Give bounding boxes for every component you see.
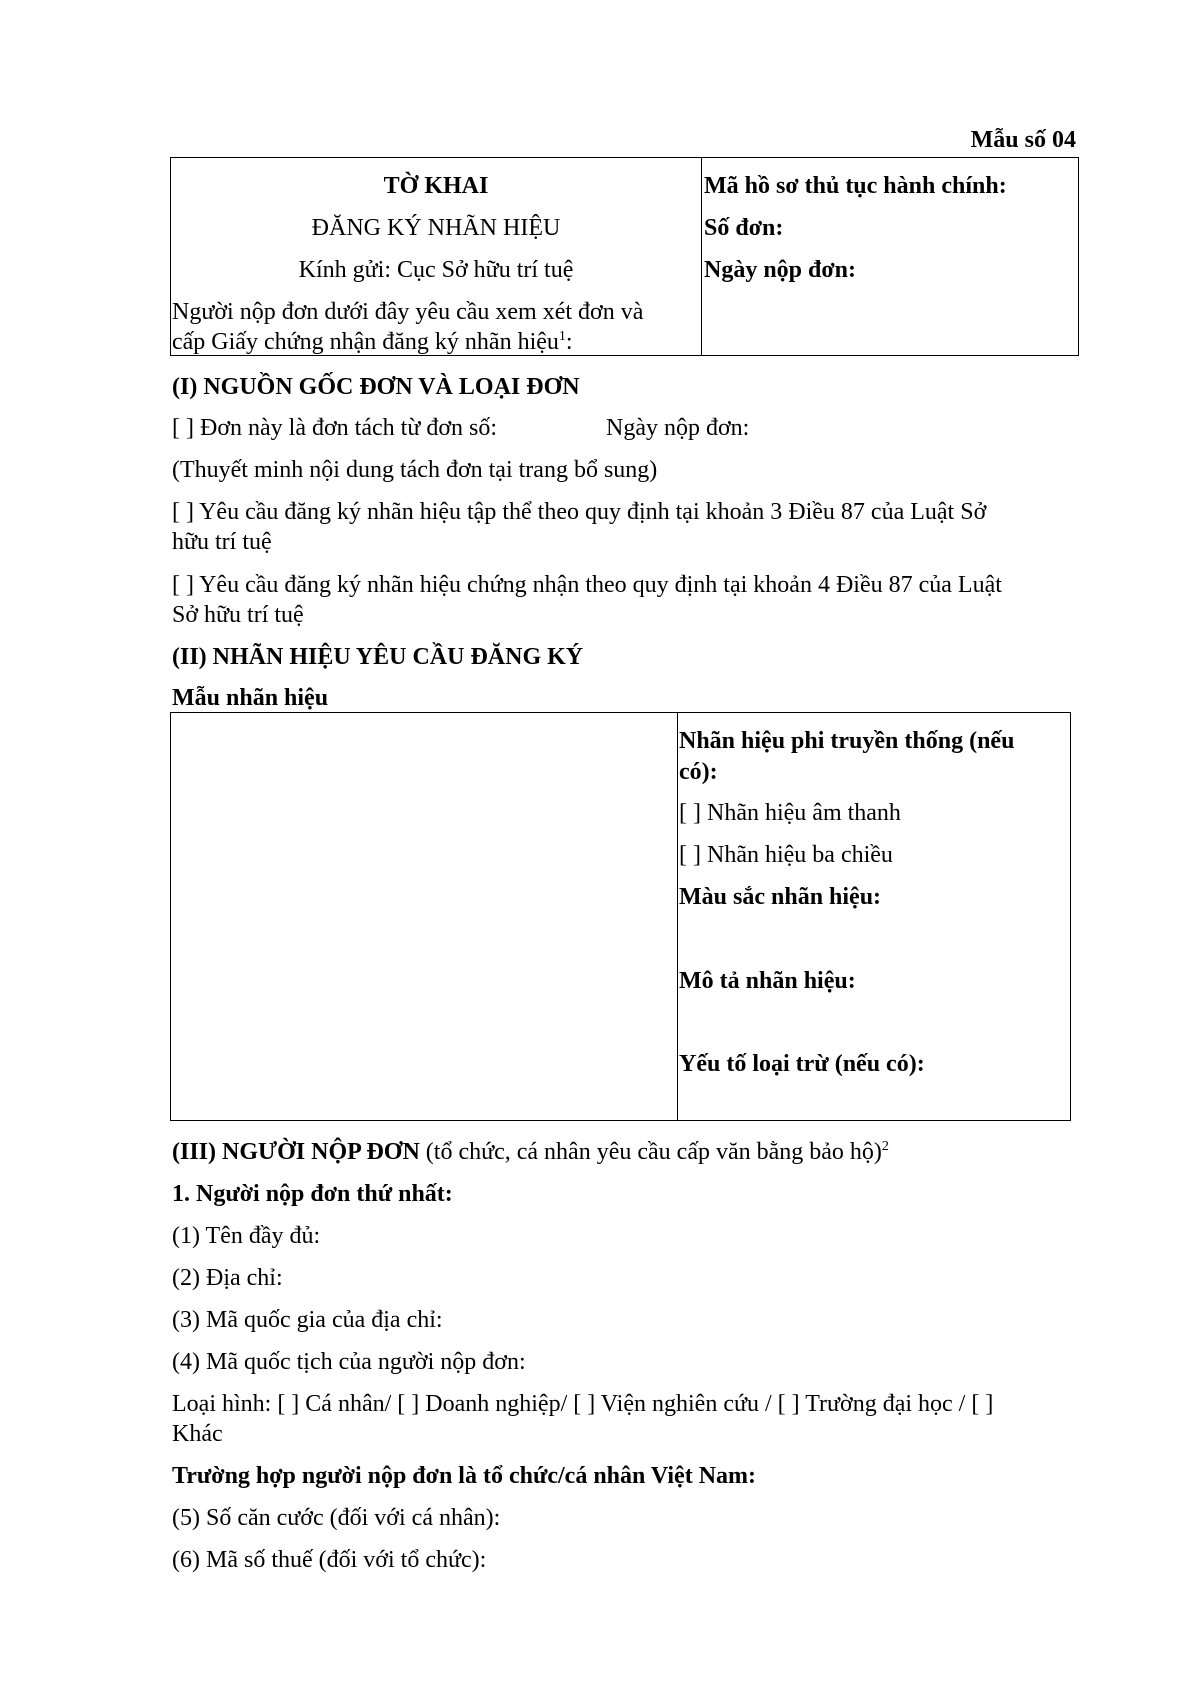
divisional-application-option: [ ] Đơn này là đơn tách từ đơn số:	[172, 415, 498, 441]
application-number-label: Số đơn:	[704, 215, 784, 241]
footnote-ref-1: 1	[558, 329, 566, 344]
section-3-heading: (III) NGƯỜI NỘP ĐƠN (tổ chức, cá nhân yêu cầu cấp văn bằng bảo hộ)$^2$	[172, 1139, 889, 1165]
header-divider	[701, 157, 702, 356]
collective-mark-option-cont: hữu trí tuệ	[172, 529, 272, 555]
collective-mark-option: [ ] Yêu cầu đăng ký nhãn hiệu tập thể theo quy định tại khoản 3 Điều 87 của Luật Sở	[172, 499, 987, 525]
first-applicant-heading: 1. Người nộp đơn thứ nhất:	[172, 1181, 453, 1207]
form-title: TỜ KHAI	[383, 173, 489, 199]
nontraditional-mark-label-cont: có):	[679, 759, 718, 785]
id-number-field: (5) Số căn cước (đối với cá nhân):	[172, 1505, 501, 1531]
vietnam-applicant-heading: Trường hợp người nộp đơn là tổ chức/cá nhân Việt Nam:	[172, 1463, 757, 1489]
certification-mark-option: [ ] Yêu cầu đăng ký nhãn hiệu chứng nhận theo quy định tại khoản 4 Điều 87 của Luật	[172, 572, 1002, 598]
filing-date-label: Ngày nộp đơn:	[704, 257, 857, 283]
mark-sample-label: Mẫu nhãn hiệu	[172, 685, 329, 711]
mark-colors-label: Màu sắc nhãn hiệu:	[679, 884, 882, 910]
three-dimensional-mark-option: [ ] Nhãn hiệu ba chiều	[679, 842, 893, 868]
applicant-type-options: Loại hình: [ ] Cá nhân/ [ ] Doanh nghiệp/ [ ] Viện nghiên cứu / [ ] Trường đại học / [ ]	[172, 1391, 994, 1417]
address-field: (2) Địa chỉ:	[172, 1265, 283, 1291]
request-line-1: Người nộp đơn dưới đây yêu cầu xem xét đơn và	[172, 299, 644, 325]
recipient-line: Kính gửi: Cục Sở hữu trí tuệ	[298, 257, 574, 283]
mark-sample-area	[172, 714, 675, 1119]
form-subtitle: ĐĂNG KÝ NHÃN HIỆU	[311, 215, 561, 241]
nationality-code-field: (4) Mã quốc tịch của người nộp đơn:	[172, 1349, 526, 1375]
section-2-heading: (II) NHÃN HIỆU YÊU CẦU ĐĂNG KÝ	[172, 644, 584, 670]
divisional-note: (Thuyết minh nội dung tách đơn tại trang bổ sung)	[172, 457, 658, 483]
applicant-type-options-cont: Khác	[172, 1421, 223, 1447]
form-number: Mẫu số 04	[970, 127, 1076, 153]
tax-code-field: (6) Mã số thuế (đối với tổ chức):	[172, 1547, 487, 1573]
nontraditional-mark-label: Nhãn hiệu phi truyền thống (nếu	[679, 728, 1015, 754]
sound-mark-option: [ ] Nhãn hiệu âm thanh	[679, 800, 901, 826]
procedure-code-label: Mã hồ sơ thủ tục hành chính:	[704, 173, 1007, 199]
mark-table-divider	[677, 712, 678, 1121]
footnote-ref-2: 2	[881, 1139, 889, 1154]
divisional-filing-date: Ngày nộp đơn:	[606, 415, 750, 441]
disclaimer-label: Yếu tố loại trừ (nếu có):	[679, 1051, 925, 1077]
mark-description-label: Mô tả nhãn hiệu:	[679, 968, 856, 994]
section-1-heading: (I) NGUỒN GỐC ĐƠN VÀ LOẠI ĐƠN	[172, 374, 580, 400]
request-line-2: cấp Giấy chứng nhận đăng ký nhãn hiệu$^1$:	[172, 329, 573, 355]
full-name-field: (1) Tên đầy đủ:	[172, 1223, 321, 1249]
country-code-field: (3) Mã quốc gia của địa chỉ:	[172, 1307, 443, 1333]
certification-mark-option-cont: Sở hữu trí tuệ	[172, 602, 304, 628]
